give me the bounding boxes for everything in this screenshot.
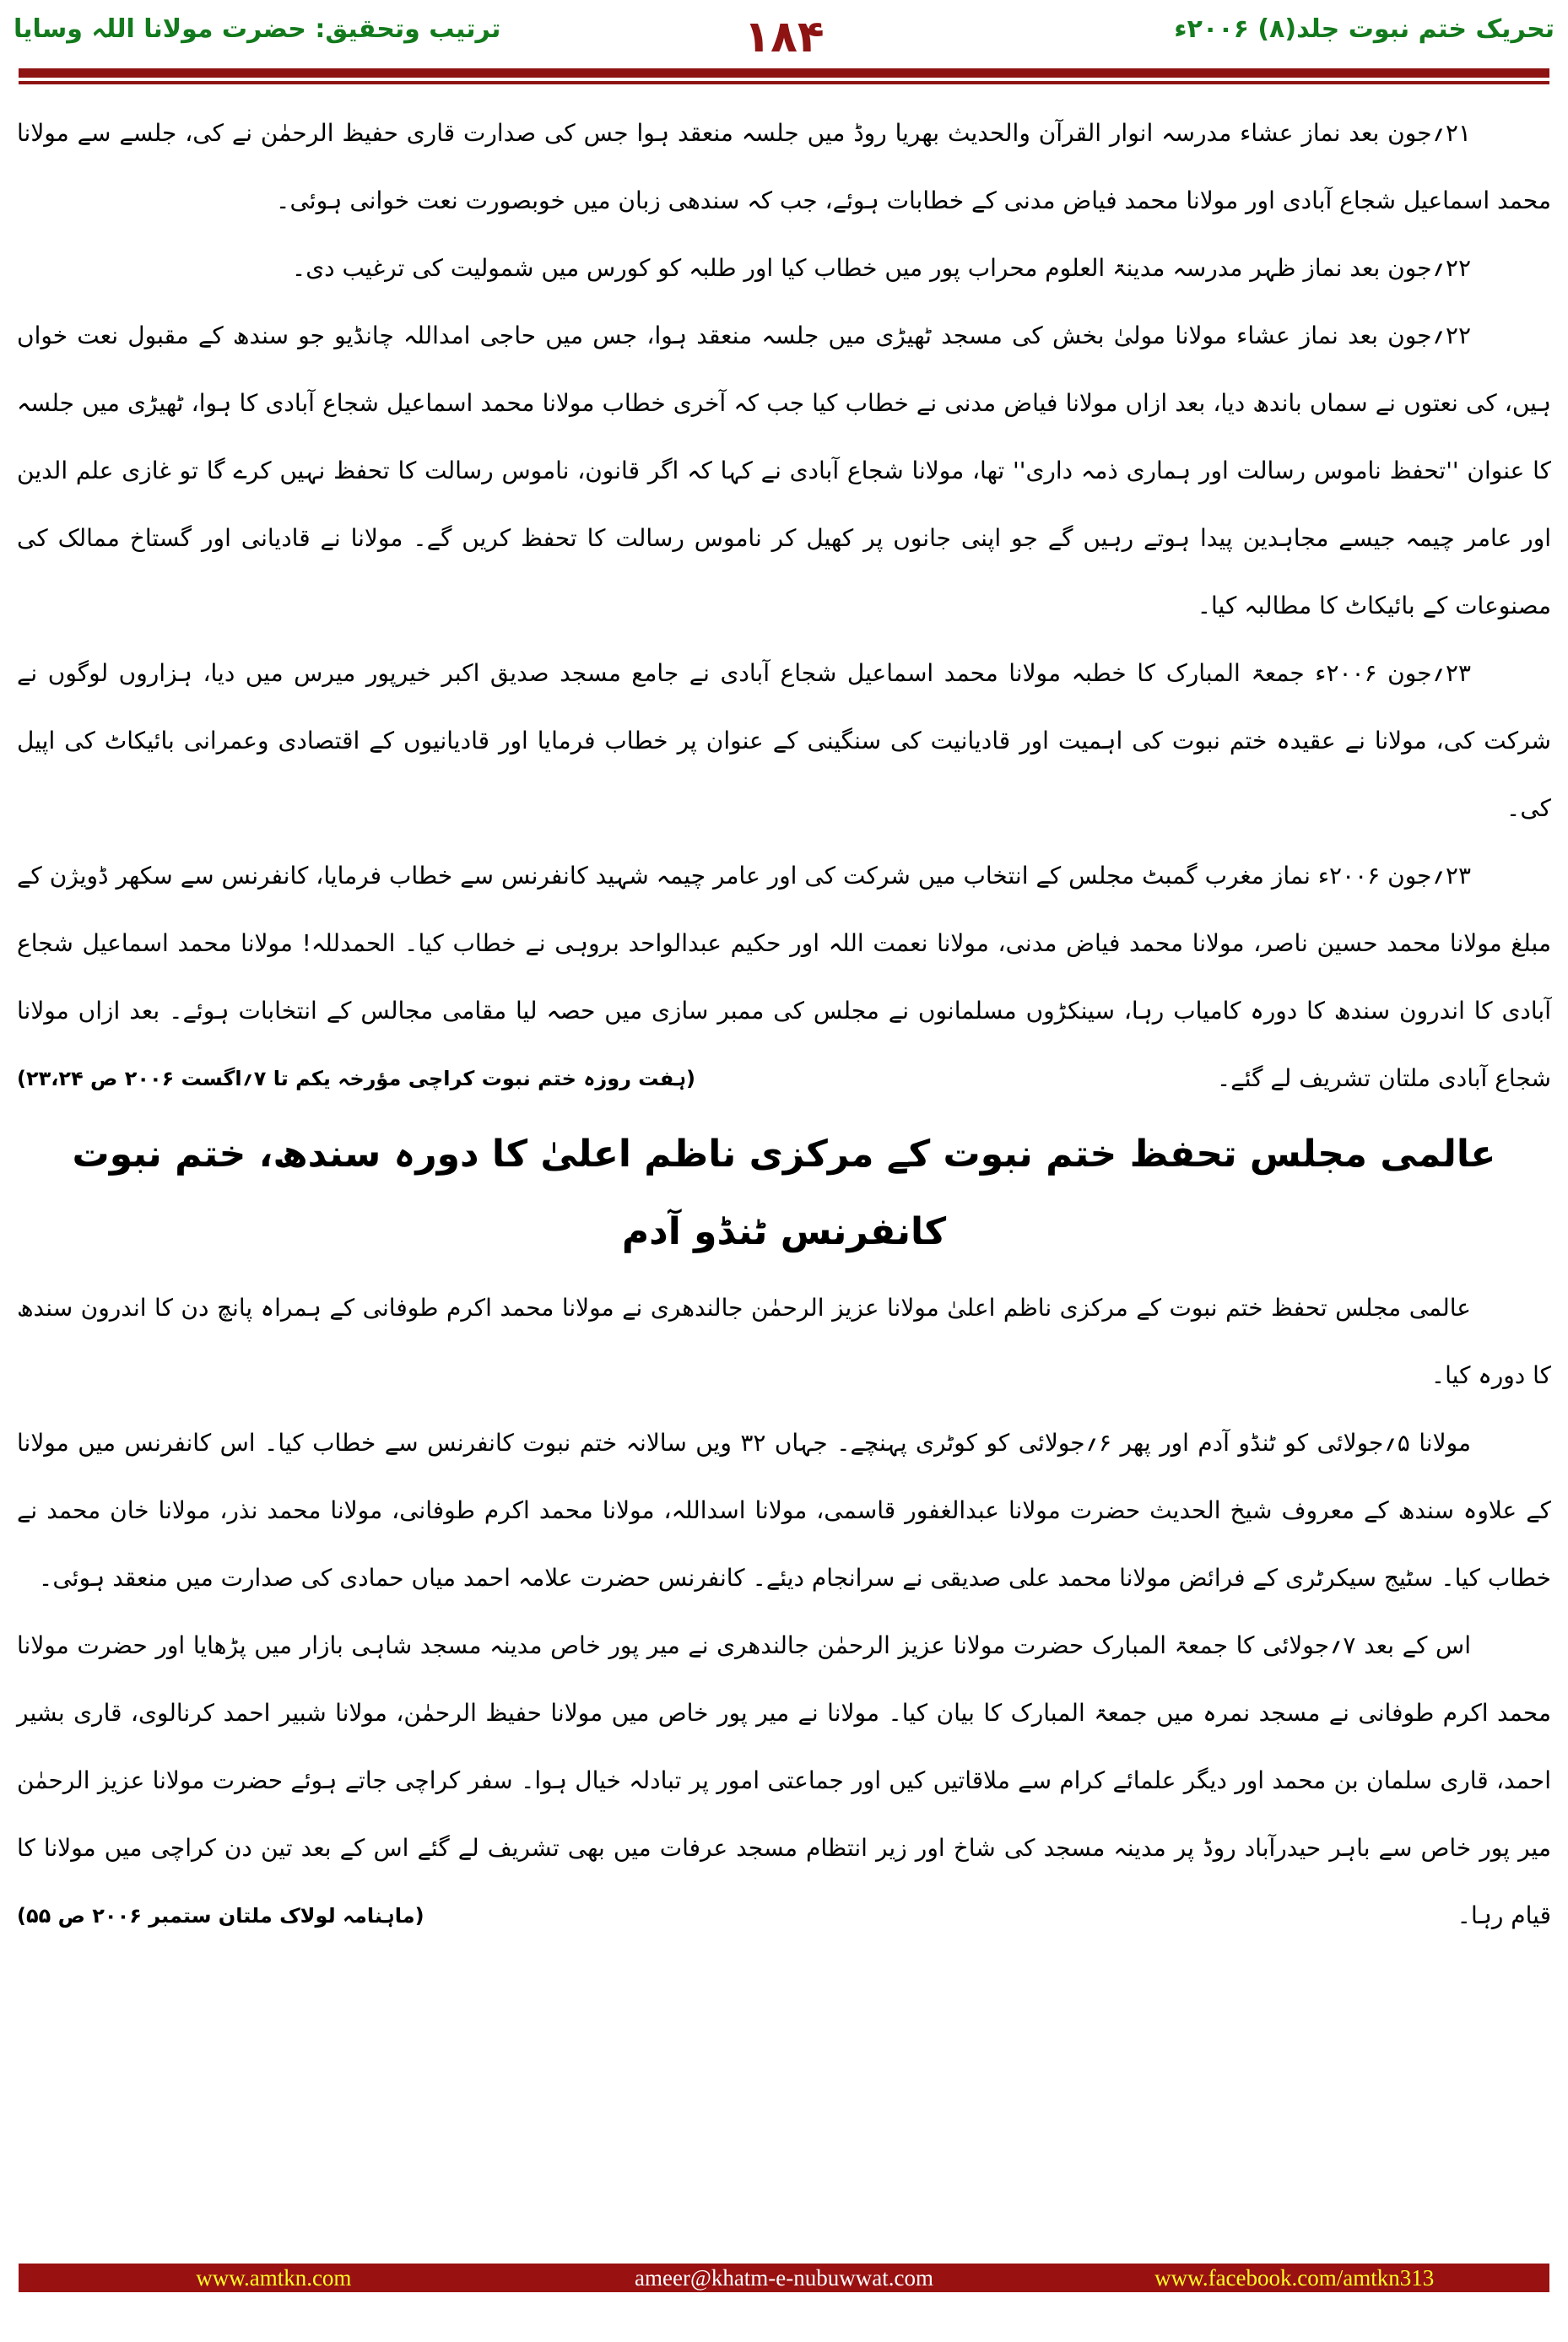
paragraph-1: ۲۱؍جون بعد نماز عشاء مدرسہ انوار القرآن والحدیث بھریا روڈ میں جلسہ منعقد ہوا جس کی صدارت قاری حفیظ الرحمٰن نے کی، جلسے سے مولانا محمد اسماعیل شجاع آبادی اور مولانا محمد فیاض مدنی کے خطابات ہوئے، جب کہ سندھی زبان میں خوبصورت نعت خوانی ہوئی۔ [17,119,1551,215]
footer-facebook-link[interactable]: www.facebook.com/amtkn313 [1154,2264,1435,2291]
paragraph-7: مولانا ۵؍جولائی کو ٹنڈو آدم اور پھر ۶؍جولائی کو کوٹری پہنچے۔ جہاں ۳۲ ویں سالانہ ختم نبوت کانفرنس سے خطاب کیا۔ اس کانفرنس میں مولانا کے علاوہ سندھ کے معروف شیخ الحدیث حضرت مولانا عبدالغفور قاسمی، مولانا اسداللہ، مولانا محمد اکرم طوفانی، مولانا محمد نذر، مولانا خان محمد نے خطاب کیا۔ سٹیج سیکرٹری کے فرائض مولانا محمد علی صدیقی نے سرانجام دیئے۔ کانفرنس حضرت علامہ احمد میاں حمادی کی صدارت میں منعقد ہوئی۔ [17,1429,1551,1593]
page-number: ۱۸۴ [743,12,825,62]
footer-bar [19,2264,1549,2292]
paragraph-5 [17,842,1551,1112]
page-header [0,0,1568,62]
citation-weekly-khatm-e-nubuwwat: (ہفت روزہ ختم نبوت کراچی مؤرخہ یکم تا ۷؍اگست ۲۰۰۶ ص ۲۳،۲۴) [17,1067,696,1091]
header-book-title: تحریک ختم نبوت جلد(۸) ۲۰۰۶ء [1174,14,1554,44]
citation-monthly-laulak: (ماہنامہ لولاک ملتان ستمبر ۲۰۰۶ ص ۵۵) [17,1904,424,1928]
footer-email-link[interactable]: ameer@khatm-e-nubuwwat.com [635,2264,933,2291]
paragraph-5-text: ۲۳؍جون ۲۰۰۶ء نماز مغرب گمبٹ مجلس کے انتخاب میں شرکت کی اور عامر چیمہ شہید کانفرنس سے خطاب فرمایا، کانفرنس سے سکھر ڈویژن کے مبلغ مولانا محمد حسین ناصر، مولانا محمد فیاض مدنی، مولانا نعمت اللہ اور حکیم عبدالواحد بروہی نے خطاب کیا۔ الحمدللہ! مولانا محمد اسماعیل شجاع آبادی کا اندرون سندھ کا دورہ کامیاب رہا، سینکڑوں مسلمانوں نے مجلس کی ممبر سازی میں حصہ لیا مقامی مجالس کے انتخابات ہوئے۔ بعد ازاں مولانا شجاع آبادی ملتان تشریف لے گئے۔ [17,862,1551,1093]
header-compiler-title: ترتیب وتحقیق: حضرت مولانا اللہ وسایا [14,14,501,44]
section-heading: عالمی مجلس تحفظ ختم نبوت کے مرکزی ناظم اعلیٰ کا دورہ سندھ، ختم نبوت کانفرنس ٹنڈو آدم [72,1133,1496,1254]
header-divider [19,68,1549,84]
paragraph-2: ۲۲؍جون بعد نماز ظہر مدرسہ مدینۃ العلوم محراب پور میں خطاب کیا اور طلبہ کو کورس میں شمولیت کی ترغیب دی۔ [291,254,1471,283]
paragraph-6: عالمی مجلس تحفظ ختم نبوت کے مرکزی ناظم اعلیٰ مولانا عزیز الرحمٰن جالندھری نے مولانا محمد اکرم طوفانی کے ہمراہ پانچ دن کا اندرون سندھ کا دورہ کیا۔ [17,1294,1551,1390]
paragraph-8-text: اس کے بعد ۷؍جولائی کا جمعۃ المبارک حضرت مولانا عزیز الرحمٰن جالندھری نے میر پور خاص مدینہ مسجد شاہی بازار میں پڑھایا اور حضرت مولانا محمد اکرم طوفانی نے مسجد نمرہ میں جمعۃ المبارک کا بیان کیا۔ مولانا نے میر پور خاص میں مولانا حفیظ الرحمٰن، مولانا شبیر احمد کرنالوی، قاری بشیر احمد، قاری سلمان بن محمد اور دیگر علمائے کرام سے ملاقاتیں کیں اور جماعتی امور پر تبادلہ خیال ہوا۔ سفر کراچی جاتے ہوئے حضرت مولانا عزیز الرحمٰن میر پور خاص سے باہر حیدرآباد روڈ پر مدینہ مسجد کی شاخ اور زیر انتظام مسجد عرفات میں بھی تشریف لے گئے اس کے بعد تین دن کراچی میں مولانا کا قیام رہا۔ [17,1631,1551,1930]
paragraph-8 [17,1612,1551,1950]
page-body [0,84,1568,1950]
footer-website-link[interactable]: www.amtkn.com [196,2264,352,2291]
paragraph-3: ۲۲؍جون بعد نماز عشاء مولانا مولیٰ بخش کی مسجد ٹھیڑی میں جلسہ منعقد ہوا، جس میں حاجی امداللہ چانڈیو جو سندھ کے مقبول نعت خواں ہیں، کی نعتوں نے سماں باندھ دیا، بعد ازاں مولانا فیاض مدنی نے خطاب کیا جب کہ آخری خطاب مولانا محمد اسماعیل شجاع آبادی کا ہوا، ٹھیڑی میں جلسہ کا عنوان ''تحفظ ناموس رسالت اور ہماری ذمہ داری'' تھا، مولانا شجاع آبادی نے کہا کہ اگر قانون، ناموس رسالت کا تحفظ نہیں کرے گا تو غازی علم الدین اور عامر چیمہ جیسے مجاہدین پیدا ہوتے رہیں گے جو اپنی جانوں پر کھیل کر ناموس رسالت کا تحفظ کریں گے۔ مولانا نے قادیانی اور گستاخ ممالک کی مصنوعات کے بائیکاٹ کا مطالبہ کیا۔ [17,322,1551,620]
paragraph-4: ۲۳؍جون ۲۰۰۶ء جمعۃ المبارک کا خطبہ مولانا محمد اسماعیل شجاع آبادی نے جامع مسجد صدیق اکبر خیرپور میرس میں دیا، ہزاروں لوگوں نے شرکت کی، مولانا نے عقیدہ ختم نبوت کی اہمیت اور قادیانیت کی سنگینی کے عنوان پر خطاب فرمایا اور قادیانیوں کے اقتصادی وعمرانی بائیکاٹ کی اپیل کی۔ [17,659,1551,823]
divider-thick-rule [19,68,1549,78]
